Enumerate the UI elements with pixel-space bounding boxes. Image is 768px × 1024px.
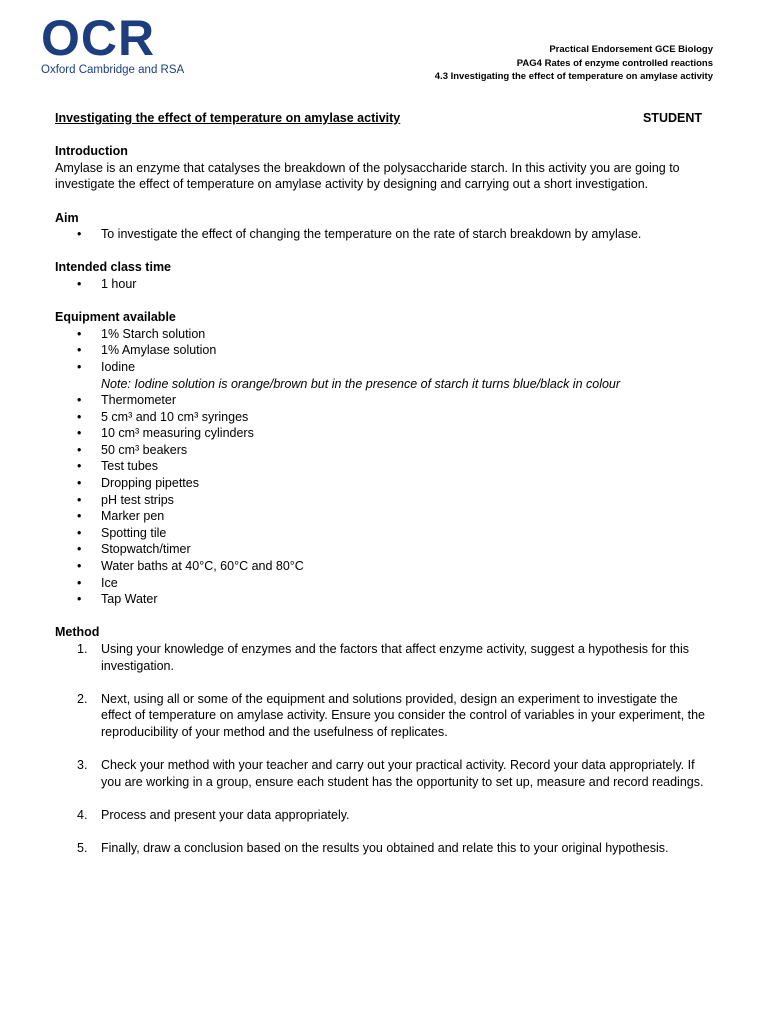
equipment-heading: Equipment available: [55, 310, 176, 325]
list-item: • 5 cm³ and 10 cm³ syringes: [55, 409, 707, 426]
step-text: Next, using all or some of the equipment and solutions provided, design an experiment to investigate the effect of temperature on amylase activity. Ensure you consider the control of variables in your experiment, the reproducibility of your method and the usefulness of replicates.: [101, 691, 706, 739]
list-item: • Iodine: [55, 359, 707, 376]
document-header: [435, 43, 713, 84]
list-item: • 10 cm³ measuring cylinders: [55, 425, 707, 442]
ocr-logo: [41, 10, 193, 78]
method-step: [55, 641, 707, 674]
logo-subtitle: Oxford Cambridge and RSA: [41, 64, 185, 76]
class-time-heading: Intended class time: [55, 260, 172, 275]
class-time-section: [55, 259, 707, 292]
list-item: • 1 hour: [55, 276, 707, 293]
title-row: [55, 110, 707, 127]
list-item: • Stopwatch/timer: [55, 541, 707, 558]
step-number: 3.: [77, 758, 88, 773]
list-item: • Tap Water: [55, 591, 707, 608]
list-item: • Spotting tile: [55, 525, 707, 542]
list-item: • 1% Starch solution: [55, 326, 707, 343]
list-item: • Marker pen: [55, 508, 707, 525]
step-number: 2.: [77, 691, 88, 706]
method-step: [55, 691, 707, 741]
list-item: • Water baths at 40°C, 60°C and 80°C: [55, 558, 707, 575]
header-line-3: 4.3 Investigating the effect of temperature on amylase activity: [434, 71, 713, 82]
method-section: [55, 624, 707, 856]
logo-mark: OCR: [41, 10, 156, 66]
aim-heading: Aim: [55, 210, 79, 225]
list-item: • 1% Amylase solution: [55, 342, 707, 359]
list-item: • Dropping pipettes: [55, 475, 707, 492]
audience-label: STUDENT: [642, 111, 702, 125]
step-text: Check your method with your teacher and carry out your practical activity. Record your data appropriately. If you are working in a group, ensure each student has the opportunity to set up, measure and record readings.: [101, 758, 704, 789]
method-steps: [55, 641, 707, 857]
list-item: • Thermometer: [55, 392, 707, 409]
document-body: [55, 110, 707, 873]
aim-list: [55, 226, 707, 243]
step-text: Using your knowledge of enzymes and the factors that affect enzyme activity, suggest a hypothesis for this investigation.: [101, 642, 690, 673]
equipment-section: [55, 309, 707, 608]
iodine-note: Note: Iodine solution is orange/brown but in the presence of starch it turns blue/black in colour: [101, 376, 621, 391]
step-text: Finally, draw a conclusion based on the results you obtained and relate this to your original hypothesis.: [101, 841, 669, 856]
list-item: • Ice: [55, 575, 707, 592]
list-item: • 50 cm³ beakers: [55, 442, 707, 459]
document-title: Investigating the effect of temperature on amylase activity: [55, 111, 401, 125]
method-step: [55, 807, 707, 824]
step-number: 4.: [77, 807, 88, 822]
list-item: • pH test strips: [55, 492, 707, 509]
step-number: 1.: [77, 642, 88, 656]
step-number: 5.: [77, 841, 88, 856]
introduction-heading: Introduction: [55, 144, 128, 159]
equipment-list-a: [55, 326, 707, 376]
introduction-text: Amylase is an enzyme that catalyses the breakdown of the polysaccharide starch. In this activity you are going to investigate the effect of temperature on amylase activity by designing and carrying out a short investigation.: [55, 160, 680, 192]
list-item: • To investigate the effect of changing the temperature on the rate of starch breakdown by amylase.: [55, 226, 707, 243]
introduction-section: [55, 143, 707, 193]
aim-section: [55, 210, 707, 243]
equipment-list-b: [55, 392, 707, 608]
method-heading: Method: [55, 625, 100, 640]
header-line-2: PAG4 Rates of enzyme controlled reactions: [516, 57, 713, 69]
list-item: • Test tubes: [55, 458, 707, 475]
method-step: [55, 757, 707, 790]
header-line-1: Practical Endorsement GCE Biology: [549, 44, 713, 55]
class-time-list: [55, 276, 707, 293]
step-text: Process and present your data appropriately.: [101, 807, 350, 822]
method-step: [55, 840, 707, 857]
